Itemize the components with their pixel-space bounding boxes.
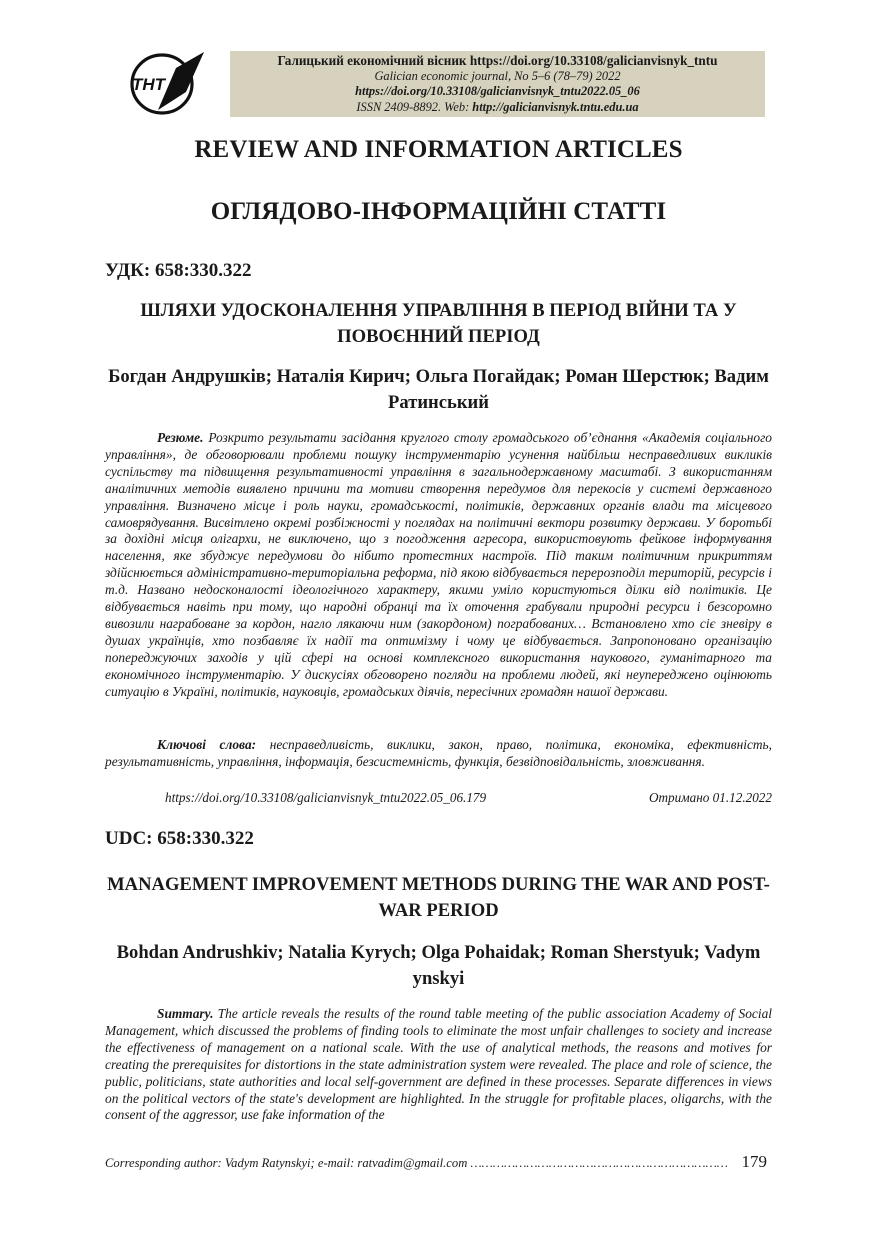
journal-website-link[interactable]: http://galicianvisnyk.tntu.edu.ua <box>472 99 639 114</box>
journal-header-banner <box>230 51 765 117</box>
svg-text:ТНТ: ТНТ <box>132 75 166 94</box>
article-doi-link[interactable]: https://doi.org/10.33108/galicianvisnyk_tntu2022.05_06.179 <box>165 790 487 805</box>
journal-logo <box>128 48 206 118</box>
issue-doi: https://doi.org/10.33108/galicianvisnyk_tntu2022.05_06 <box>355 84 640 98</box>
summary-text: The article reveals the results of the round table meeting of the public association Academy of Social Management, which discussed the problems of finding tools to eliminate the most unfair challenges to society and increase the effectiveness of management on a national scale. With the use of analytical methods, the reasons and motives for creating the prerequisites for distortions in the state administration system were revealed. The place and role of science, the public, politicians, state authorities and local self-government are defined in these processes. Separate differences in views on the political vectors of the state's development are highlighted. In the struggle for profitable places, oligarchs, with the consent of the aggressor, use fake information of the <box>105 1006 772 1123</box>
keywords-label: Ключові слова: <box>157 737 257 752</box>
summary-label: Summary. <box>157 1006 214 1021</box>
section-heading-en: REVIEW AND INFORMATION ARTICLES <box>194 136 683 163</box>
article-title-ua: ШЛЯХИ УДОСКОНАЛЕННЯ УПРАВЛІННЯ В ПЕРІОД ВІЙНИ ТА У ПОВОЄННИЙ ПЕРІОД <box>140 300 737 347</box>
corresponding-author: Corresponding author: Vadym Ratynskyi; e-mail: ratvadim@gmail.com …………………………………………………………… <box>105 1156 728 1170</box>
udc-en: UDC: 658:330.322 <box>105 828 254 849</box>
issn-line: ISSN 2409-8892. Web: http://galicianvisnyk.tntu.edu.ua <box>356 99 639 114</box>
keywords-ua <box>105 737 772 771</box>
journal-title-en: Galician economic journal, No 5–6 (78–79) 2022 <box>374 68 621 83</box>
page-number: 179 <box>741 1152 767 1171</box>
authors-en: Bohdan Andrushkiv; Natalia Kyrych; Olga Pohaidak; Roman Sherstyuk; Vadym ynskyi <box>116 942 761 989</box>
journal-title-ua: Галицький економічний вісник https://doi.org/10.33108/galicianvisnyk_tntu <box>277 53 718 68</box>
received-date: Отримано 01.12.2022 <box>648 790 772 805</box>
section-heading-ua: ОГЛЯДОВО-ІНФОРМАЦІЙНІ СТАТТІ <box>210 198 667 225</box>
article-title-en: MANAGEMENT IMPROVEMENT METHODS DURING THE WAR AND POST-WAR PERIOD <box>107 874 770 921</box>
udc-ua: УДК: 658:330.322 <box>105 260 252 281</box>
keywords-text: несправедливість, виклики, закон, право, політика, економіка, ефективність, результативність, управління, інформація, безсистемність, функція, безвідповідальність, зловживання. <box>105 737 772 769</box>
abstract-label: Резюме. <box>157 430 204 445</box>
abstract-text: Розкрито результати засідання круглого столу громадського об’єднання «Академія соціального управління», де обговорювали проблеми пошуку інструментарію усунення найбільш несправедливих викликів суспільству та підвищення результативності управління в загальнодержавному масштабі. З використанням аналітичних методів виявлено причини та мотиви створення передумов для перекосів у системі державного управління. Визначено місце і роль науки, громадськості, політиків, державних органів влади та місцевого самоврядування. Висвітлено окремі розбіжності у поглядах на політичні вектори розвитку держави. У боротьбі за дохідні місця олігархи, не виключено, що з погодження агресора, використовують фейкове інформування населення, яке збуджує передумови до нібито протестних настроїв. Під таким політичним прикриттям здійснюється адміністративно-територіальна реформа, під якою відбувається перерозподіл територій, ресурсів і т.д. Названо недосконалості ідеологічного характеру, якими уміло користуються ділки від політиків. Це відбувається навіть при тому, що народні обранці та їх оточення грабували природні ресурси і безсоромно вивозили награбоване за кордон, нагло лякаючи ним (закордоном) пограбованих… Встановлено хто сіє зневіру в душах українців, хто позбавляє їх надії та оптимізму і чому це відбувається. Запропоновано організацію попереджуючих заходів у цій сфері на основі комплексного використання наукового, гуманітарного та економічного інструментарію. У дискусіях обговорено погляди на проблеми людей, які неупереджено оцінюють ситуацію в Україні, політиків, науковців, громадських діячів, пересічних громадян нашої держави. <box>105 430 772 699</box>
summary-en <box>105 1006 772 1124</box>
abstract-ua <box>105 430 772 701</box>
authors-ua: Богдан Андрушків; Наталія Кирич; Ольга Погайдак; Роман Шерстюк; Вадим Ратинський <box>108 366 769 413</box>
